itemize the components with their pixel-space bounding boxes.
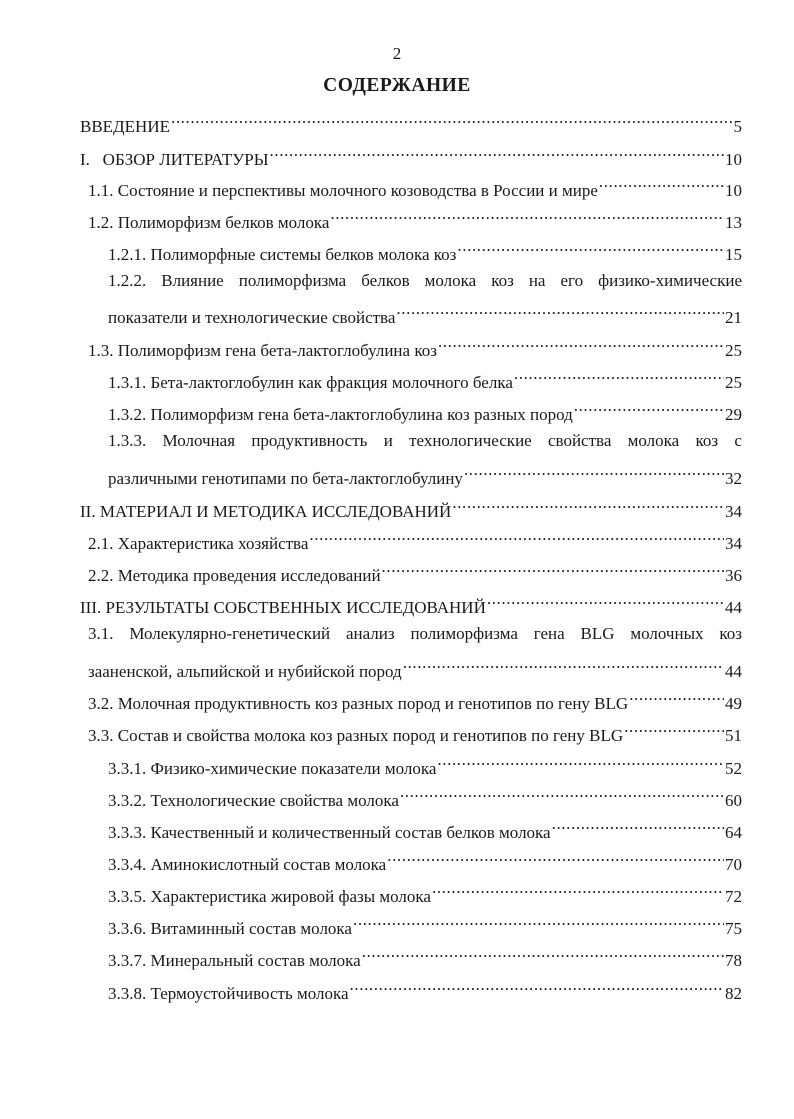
- leader-dots: [171, 110, 733, 132]
- toc-entry-page: 82: [725, 984, 742, 1003]
- toc-entry-chapter-1: [80, 143, 742, 171]
- toc-entry-page: 75: [725, 919, 742, 938]
- toc-entry-1-3: [88, 334, 742, 362]
- toc-entry-label: 1.2.1. Полиморфные системы белков молока коз: [108, 245, 457, 264]
- toc-entry-3-3-1: [108, 752, 742, 780]
- leader-dots: [353, 912, 724, 934]
- word: молока: [424, 271, 477, 290]
- toc-entry-page: 52: [725, 759, 742, 778]
- word: и: [383, 431, 393, 450]
- leader-dots: [452, 495, 724, 517]
- leader-dots: [464, 462, 724, 484]
- toc-entry-page: 78: [725, 951, 742, 970]
- toc-entry-3-3-6: [108, 912, 742, 940]
- leader-dots: [552, 816, 724, 838]
- toc-entry-label: 3.2. Молочная продуктивность коз разных пород и генотипов по гену BLG: [88, 694, 629, 713]
- toc-entry-label: 2.1. Характеристика хозяйства: [88, 534, 309, 553]
- leader-dots: [330, 206, 724, 228]
- word: 1.2.2.: [108, 271, 147, 290]
- toc-entry-2-2: [88, 559, 742, 587]
- toc-entry-label: 3.3.4. Аминокислотный состав молока: [108, 855, 387, 874]
- leader-dots: [438, 334, 724, 356]
- toc-entry-label: зааненской, альпийской и нубийской пород: [88, 662, 402, 681]
- toc-entry-page: 44: [725, 598, 742, 617]
- toc-entry-page: 49: [725, 694, 742, 713]
- toc-entry-3-3-5: [108, 880, 742, 908]
- toc-entry-2-1: [88, 527, 742, 555]
- toc-entry-label: 3.3.6. Витаминный состав молока: [108, 919, 352, 938]
- toc-entry-page: 10: [725, 150, 742, 169]
- toc-entry-label: 1.2. Полиморфизм белков молока: [88, 213, 330, 232]
- toc-entry-chapter-2: [80, 495, 742, 523]
- toc-entry-page: 32: [725, 469, 742, 488]
- word: белков: [361, 271, 410, 290]
- toc-entry-page: 15: [725, 245, 742, 264]
- leader-dots: [382, 559, 724, 581]
- toc-entry-chapter-3: [80, 591, 742, 619]
- leader-dots: [270, 143, 724, 165]
- word: с: [734, 431, 742, 450]
- toc-entry-3-3-3: [108, 816, 742, 844]
- page-number: 2: [392, 44, 402, 63]
- leader-dots: [599, 174, 724, 196]
- toc-entry-label: I. ОБЗОР ЛИТЕРАТУРЫ: [80, 150, 269, 169]
- toc-entry-3-2: [88, 687, 742, 715]
- toc-entry-3-3-4: [108, 848, 742, 876]
- toc-entry-label: ВВЕДЕНИЕ: [80, 117, 170, 136]
- leader-dots: [432, 880, 724, 902]
- toc-entry-label: 3.3.5. Характеристика жировой фазы молока: [108, 887, 431, 906]
- toc-entry-label: 2.2. Методика проведения исследований: [88, 566, 381, 585]
- word: полиморфизма: [410, 624, 518, 643]
- toc-entry-page: 36: [725, 566, 742, 585]
- toc-entry-label: 3.3.3. Качественный и количественный состав белков молока: [108, 823, 551, 842]
- word: свойства: [547, 431, 612, 450]
- toc-entry-page: 21: [725, 308, 742, 327]
- toc-entry-label: показатели и технологические свойства: [108, 308, 396, 327]
- word: его: [560, 271, 584, 290]
- toc-entry-3-3-8: [108, 977, 742, 1005]
- word: анализ: [345, 624, 395, 643]
- toc-entry-page: 60: [725, 791, 742, 810]
- toc-entry-label: различными генотипами по бета-лактоглобулину: [108, 469, 463, 488]
- word: молока: [627, 431, 680, 450]
- word: 1.3.3.: [108, 431, 147, 450]
- word: гена: [533, 624, 565, 643]
- toc-entry-page: 25: [725, 373, 742, 392]
- toc-entry-page: 64: [725, 823, 742, 842]
- word: Влияние: [161, 271, 224, 290]
- toc-entry-page: 72: [725, 887, 742, 906]
- leader-dots: [350, 977, 724, 999]
- leader-dots: [487, 591, 724, 613]
- leader-dots: [362, 944, 724, 966]
- toc-entry-3-1-line1: [88, 623, 742, 645]
- word: BLG: [580, 624, 615, 643]
- toc-entry-page: 29: [725, 405, 742, 424]
- word: коз: [695, 431, 719, 450]
- toc-entry-label: 3.3.1. Физико-химические показатели молока: [108, 759, 437, 778]
- toc-entry-1-3-2: [108, 398, 742, 426]
- toc-entry-label: III. РЕЗУЛЬТАТЫ СОБСТВЕННЫХ ИССЛЕДОВАНИЙ: [80, 598, 486, 617]
- toc-entry-1-3-3-line2: [108, 462, 742, 490]
- leader-dots: [574, 398, 724, 420]
- leader-dots: [400, 784, 724, 806]
- toc-entry-label: 1.3.2. Полиморфизм гена бета-лактоглобулина коз разных пород: [108, 405, 573, 424]
- toc-entry-label: II. МАТЕРИАЛ И МЕТОДИКА ИССЛЕДОВАНИЙ: [80, 502, 452, 521]
- toc-entry-page: 34: [725, 502, 742, 521]
- leader-dots: [457, 238, 724, 260]
- toc-entry-label: 1.3. Полиморфизм гена бета-лактоглобулина коз: [88, 341, 437, 360]
- toc-entry-1-2-2-line1: [108, 270, 742, 292]
- toc-entry-3-1-line2: [88, 655, 742, 683]
- toc-title: СОДЕРЖАНИЕ: [323, 75, 471, 96]
- word: физико-химические: [598, 271, 742, 290]
- toc-entry-3-3: [88, 719, 742, 747]
- toc-entry-page: 34: [725, 534, 742, 553]
- toc-entry-1-2-2-line2: [108, 301, 742, 329]
- toc-entry-label: 1.1. Состояние и перспективы молочного козоводства в России и мире: [88, 181, 598, 200]
- toc-entry-page: 44: [725, 662, 742, 681]
- word: на: [528, 271, 546, 290]
- toc-entry-3-3-7: [108, 944, 742, 972]
- leader-dots: [514, 366, 724, 388]
- leader-dots: [624, 719, 724, 741]
- word: полиморфизма: [238, 271, 347, 290]
- word: коз: [491, 271, 514, 290]
- word: технологические: [409, 431, 532, 450]
- toc-entry-label: 3.3.2. Технологические свойства молока: [108, 791, 399, 810]
- leader-dots: [387, 848, 724, 870]
- word: Молочная: [162, 431, 236, 450]
- leader-dots: [396, 301, 724, 323]
- toc-entry-1-2: [88, 206, 742, 234]
- toc-entry-page: 10: [725, 181, 742, 200]
- leader-dots: [403, 655, 724, 677]
- word: 3.1.: [88, 624, 114, 643]
- leader-dots: [629, 687, 724, 709]
- word: Молекулярно-генетический: [129, 624, 331, 643]
- toc-entry-introduction: [80, 110, 742, 138]
- word: коз: [719, 624, 742, 643]
- toc-entry-page: 5: [733, 117, 742, 136]
- toc-entry-1-3-1: [108, 366, 742, 394]
- toc-entry-1-3-3-line1: [108, 430, 742, 452]
- toc-entry-3-3-2: [108, 784, 742, 812]
- toc-entry-label: 1.3.1. Бета-лактоглобулин как фракция молочного белка: [108, 373, 513, 392]
- toc-entry-label: 3.3.7. Минеральный состав молока: [108, 951, 361, 970]
- toc-entry-page: 70: [725, 855, 742, 874]
- toc-entry-page: 51: [725, 726, 742, 745]
- toc-entry-page: 25: [725, 341, 742, 360]
- word: молочных: [630, 624, 704, 643]
- toc-entry-label: 3.3. Состав и свойства молока коз разных пород и генотипов по гену BLG: [88, 726, 624, 745]
- toc-entry-1-2-1: [108, 238, 742, 266]
- leader-dots: [309, 527, 724, 549]
- toc-entry-label: 3.3.8. Термоустойчивость молока: [108, 984, 349, 1003]
- toc-entry-page: 13: [725, 213, 742, 232]
- toc-entry-1-1: [88, 174, 742, 202]
- word: продуктивность: [251, 431, 368, 450]
- leader-dots: [437, 752, 724, 774]
